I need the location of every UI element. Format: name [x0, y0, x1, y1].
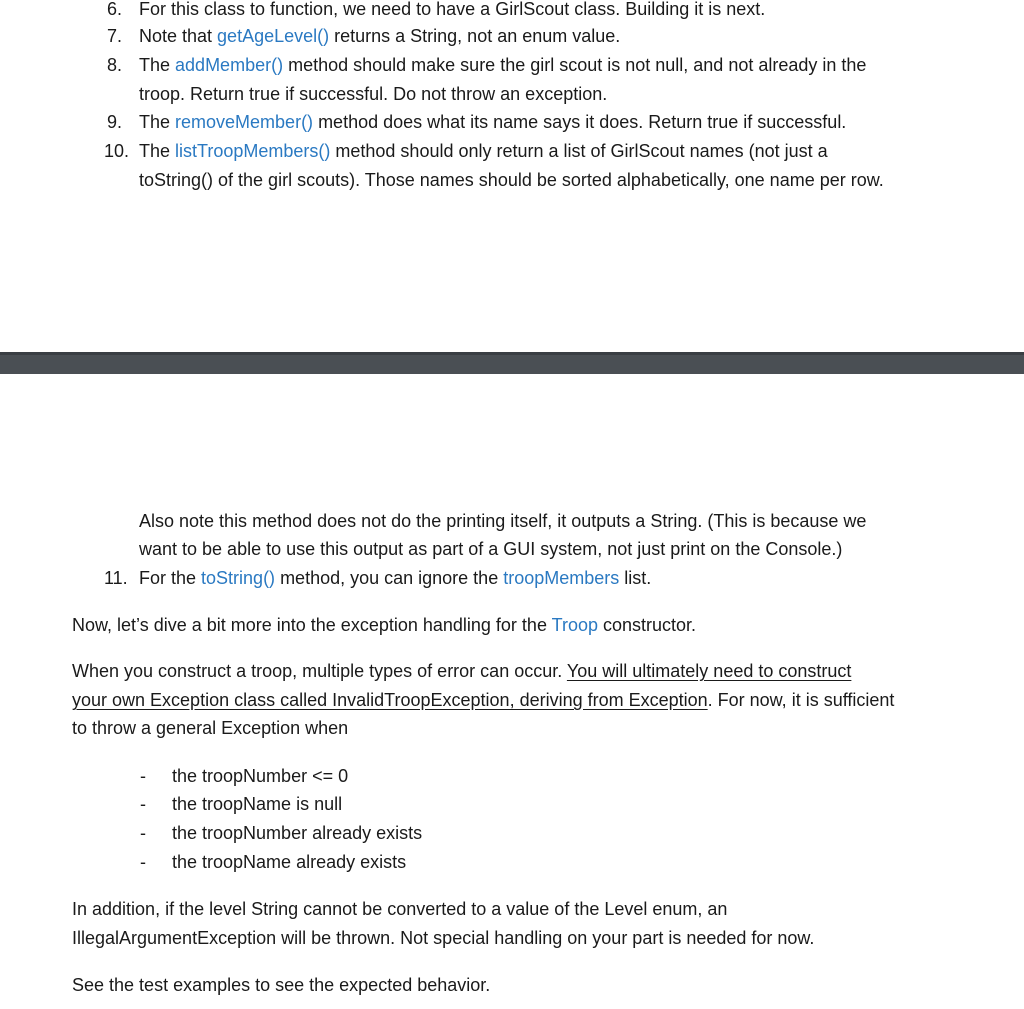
text-run: The	[139, 112, 176, 132]
paragraph-text	[72, 717, 348, 739]
text-run: The	[139, 141, 176, 161]
paragraph-text	[72, 660, 851, 682]
text-run: method should only return a list of GirlScout names (not just a	[330, 141, 828, 161]
text-run: Also note this method does not do the printing itself, it outputs a String. (This is because we	[139, 511, 867, 531]
list-number: 9.	[107, 112, 123, 132]
bullet-marker: -	[140, 852, 146, 872]
text-run: list.	[619, 568, 652, 588]
code-identifier: removeMember()	[175, 112, 314, 132]
paragraph-text	[72, 689, 894, 711]
bullet-marker: -	[140, 823, 146, 843]
list-item-text	[139, 140, 828, 162]
list-item-text	[139, 567, 651, 589]
code-identifier: troopMembers	[503, 568, 620, 588]
text-run: method, you can ignore the	[275, 568, 504, 588]
bullet-marker: -	[140, 794, 146, 814]
code-identifier: Troop	[551, 615, 598, 635]
text-run: For the	[139, 568, 202, 588]
code-identifier: toString()	[201, 568, 276, 588]
text-run: method should make sure the girl scout is not null, and not already in the	[283, 55, 867, 75]
underlined-text: your own Exception class called InvalidTroopException, deriving from Exception	[72, 690, 708, 710]
page-break-divider	[0, 352, 1024, 374]
underlined-text: You will ultimately need to construct	[566, 661, 852, 681]
list-item-text	[139, 111, 846, 133]
bullet-item: the troopName is null	[172, 794, 343, 814]
paragraph-text	[72, 927, 814, 949]
bullet-item: the troopNumber already exists	[172, 823, 423, 843]
paragraph-text	[72, 974, 490, 996]
document-page-top	[0, 0, 1024, 352]
document-page-bottom	[0, 374, 1024, 1009]
list-number: 10.	[104, 141, 130, 161]
text-run: method does what its name says it does. Return true if successful.	[313, 112, 847, 132]
list-number: 11.	[104, 568, 128, 588]
bullet-item: the troopName already exists	[172, 852, 407, 872]
list-number: 8.	[107, 55, 123, 75]
code-identifier: addMember()	[175, 55, 284, 75]
list-number: 6.	[107, 0, 123, 19]
text-run: For this class to function, we need to have a GirlScout class. Building it is next.	[139, 0, 766, 19]
text-run: When you construct a troop, multiple types of error can occur.	[72, 661, 567, 681]
code-identifier: listTroopMembers()	[175, 141, 331, 161]
bullet-marker: -	[140, 766, 146, 786]
list-item-text	[139, 83, 607, 105]
text-run: toString() of the girl scouts). Those names should be sorted alphabetically, one name per row.	[139, 170, 884, 190]
list-item-text	[139, 25, 620, 47]
text-run: The	[139, 55, 176, 75]
text-run: IllegalArgumentException will be thrown. Not special handling on your part is needed for now.	[72, 928, 815, 948]
text-run: troop. Return true if successful. Do not throw an exception.	[139, 84, 608, 104]
text-run: Now, let’s dive a bit more into the exception handling for the	[72, 615, 552, 635]
list-number: 7.	[107, 26, 123, 46]
text-run: . For now, it is sufficient	[707, 690, 895, 710]
text-run: In addition, if the level String cannot be converted to a value of the Level enum, an	[72, 899, 728, 919]
continuation-text	[139, 538, 842, 560]
list-item-text	[139, 169, 884, 191]
code-identifier: getAgeLevel()	[217, 26, 330, 46]
text-run: constructor.	[598, 615, 697, 635]
text-run: See the test examples to see the expected behavior.	[72, 975, 491, 995]
text-run: want to be able to use this output as part of a GUI system, not just print on the Console.)	[139, 539, 843, 559]
text-run: to throw a general Exception when	[72, 718, 349, 738]
paragraph-text	[72, 614, 696, 636]
text-run: returns a String, not an enum value.	[329, 26, 621, 46]
text-run: Note that	[139, 26, 218, 46]
continuation-text	[139, 510, 866, 532]
list-item-text	[139, 0, 765, 20]
bullet-item: the troopNumber <= 0	[172, 766, 349, 786]
list-item-text	[139, 54, 866, 76]
paragraph-text	[72, 898, 727, 920]
